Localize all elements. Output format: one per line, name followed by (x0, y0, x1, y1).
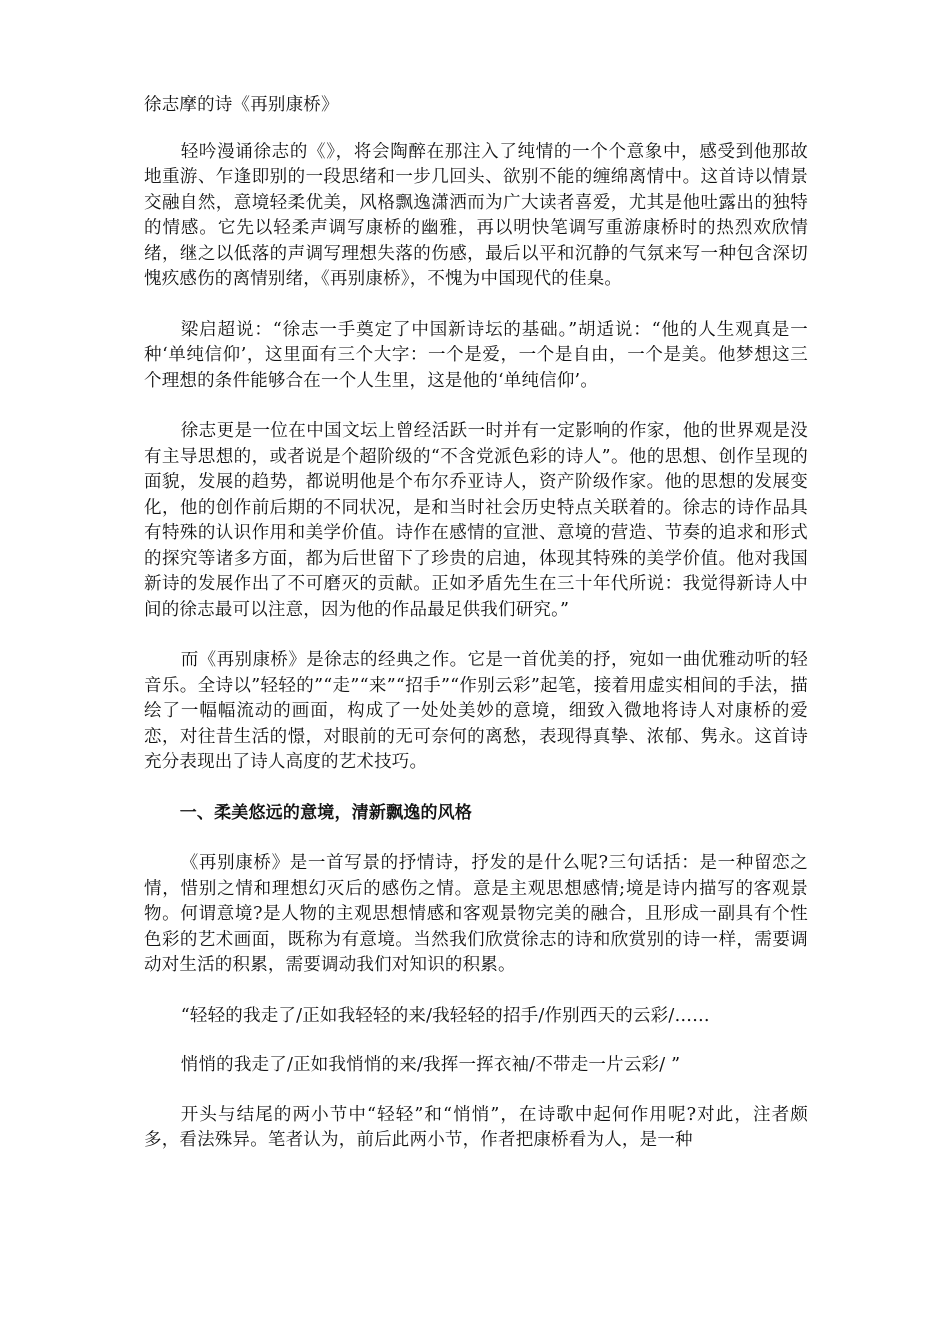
paragraph-classic: 而《再别康桥》是徐志的经典之作。它是一首优美的抒，宛如一曲优雅动听的轻音乐。全诗以”轻轻的”“走”“来”“招手”“作别云彩”起笔，接着用虚实相间的手法，描绘了一幅幅流动的画面，构成了一处处美妙的意境，细致入微地将诗人对康桥的爱恋，对往昔生活的憬，对眼前的无可奈何的离愁，表现得真挚、浓郁、隽永。这首诗充分表现出了诗人高度的艺术技巧。 (144, 650, 808, 772)
paragraph-author: 徐志更是一位在中国文坛上曾经活跃一时并有一定影响的作家，他的世界观是没有主导思想的，或者说是个超阶级的“不含党派色彩的诗人”。他的思想、创作呈现的面貌，发展的趋势，都说明他是个布尔乔亚诗人，资产阶级作家。他的思想的发展变化，他的创作前后期的不同状况，是和当时社会历史特点关联着的。徐志的诗作品具有特殊的认识作用和美学价值。诗作在感情的宣泄、意境的营造、节奏的追求和形式的探究等诸多方面，都为后世留下了珍贵的启迪，体现其特殊的美学价值。他对我国新诗的发展作出了不可磨灭的贡献。正如矛盾先生在三十年代所说：我觉得新诗人中间的徐志最可以注意，因为他的作品最足供我们研究。” (144, 421, 808, 620)
paragraph-intro: 轻吟漫诵徐志的《》，将会陶醉在那注入了纯情的一个个意象中，感受到他那故地重游、乍逢即别的一段思绪和一步几回头、欲别不能的缠绵离情中。这首诗以情景交融自然，意境轻柔优美，风格飘逸潇洒而为广大读者喜爱，尤其是他吐露出的独特的情感。它先以轻柔声调写康桥的幽雅，再以明快笔调写重游康桥时的热烈欢欣情绪，继之以低落的声调写理想失落的伤感，最后以平和沉静的气氛来写一种包含深切愧疚感伤的离情别绪，《再别康桥》，不愧为中国现代的佳臬。 (144, 141, 808, 289)
paragraph-section: 《再别康桥》是一首写景的抒情诗，抒发的是什么呢?三句话括：是一种留恋之情，惜别之情和理想幻灭后的感伤之情。意是主观思想感情;境是诗内描写的客观景物。何谓意境?是人物的主观思想情感和客观景物完美的融合，且形成一副具有个性色彩的艺术画面，既称为有意境。当然我们欣赏徐志的诗和欣赏别的诗一样，需要调动对生活的积累，需要调动我们对知识的积累。 (144, 853, 808, 975)
document-title: 徐志摩的诗《再别康桥》 (144, 95, 339, 115)
section-heading: 一、柔美悠远的意境，清新飘逸的风格 (179, 802, 473, 823)
paragraph-quotes: 梁启超说：“徐志一手奠定了中国新诗坛的基础。”胡适说：“他的人生观真是一种‘单纯信仰’，这里面有三个大字：一个是爱，一个是自由，一个是美。他梦想这三个理想的条件能够合在一个人生里，这是他的‘单纯信仰’。 (144, 319, 808, 391)
verse-line-1: “轻轻的我走了/正如我轻轻的来/我轻轻的招手/作别西天的云彩/…… (180, 1005, 710, 1026)
paragraph-final: 开头与结尾的两小节中“轻轻”和“悄悄”，在诗歌中起何作用呢?对此，注者颇多，看法殊异。笔者认为，前后此两小节，作者把康桥看为人，是一种 (144, 1104, 808, 1150)
verse-line-2: 悄悄的我走了/正如我悄悄的来/我挥一挥衣袖/不带走一片云彩/ ” (180, 1055, 681, 1075)
document-page (144, 93, 808, 1179)
